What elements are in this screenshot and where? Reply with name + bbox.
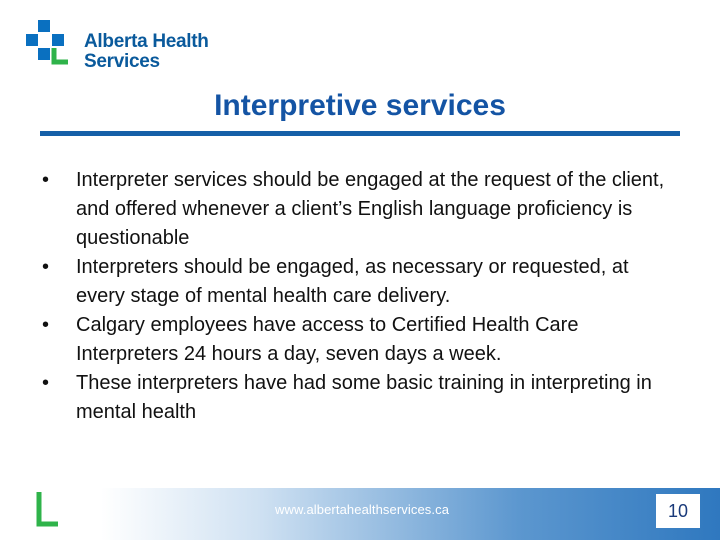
bullet-text: These interpreters have had some basic training in interpreting in mental health	[76, 372, 652, 423]
logo-line-1: Alberta Health	[84, 31, 209, 52]
bullet-item	[42, 311, 682, 369]
footer-accent-icon	[36, 490, 60, 528]
ahs-logo	[24, 18, 214, 74]
ahs-wordmark	[84, 32, 209, 72]
bullet-text: Interpreters should be engaged, as necessary or requested, at every stage of mental health care delivery.	[76, 256, 629, 307]
ahs-cross-icon	[24, 18, 80, 70]
bullet-dot-icon: •	[42, 169, 50, 191]
bullet-dot-icon: •	[42, 314, 50, 336]
footer-url: www.albertahealthservices.ca	[275, 502, 450, 517]
bullet-dot-icon: •	[42, 256, 50, 278]
bullet-dot-icon: •	[42, 372, 50, 394]
bullet-item	[42, 253, 682, 311]
bullet-text: Interpreter services should be engaged at the request of the client, and offered whenever a client’s English language proficiency is questionable	[76, 169, 665, 249]
bullet-item	[42, 166, 682, 253]
title-divider	[40, 131, 680, 136]
slide-title: Interpretive services	[214, 89, 506, 122]
logo-line-2: Services	[84, 51, 160, 72]
bullet-list	[42, 166, 682, 427]
page-number: 10	[656, 494, 700, 528]
bullet-text: Calgary employees have access to Certified Health Care Interpreters 24 hours a day, seven days a week.	[76, 314, 579, 365]
bullet-item	[42, 369, 682, 427]
